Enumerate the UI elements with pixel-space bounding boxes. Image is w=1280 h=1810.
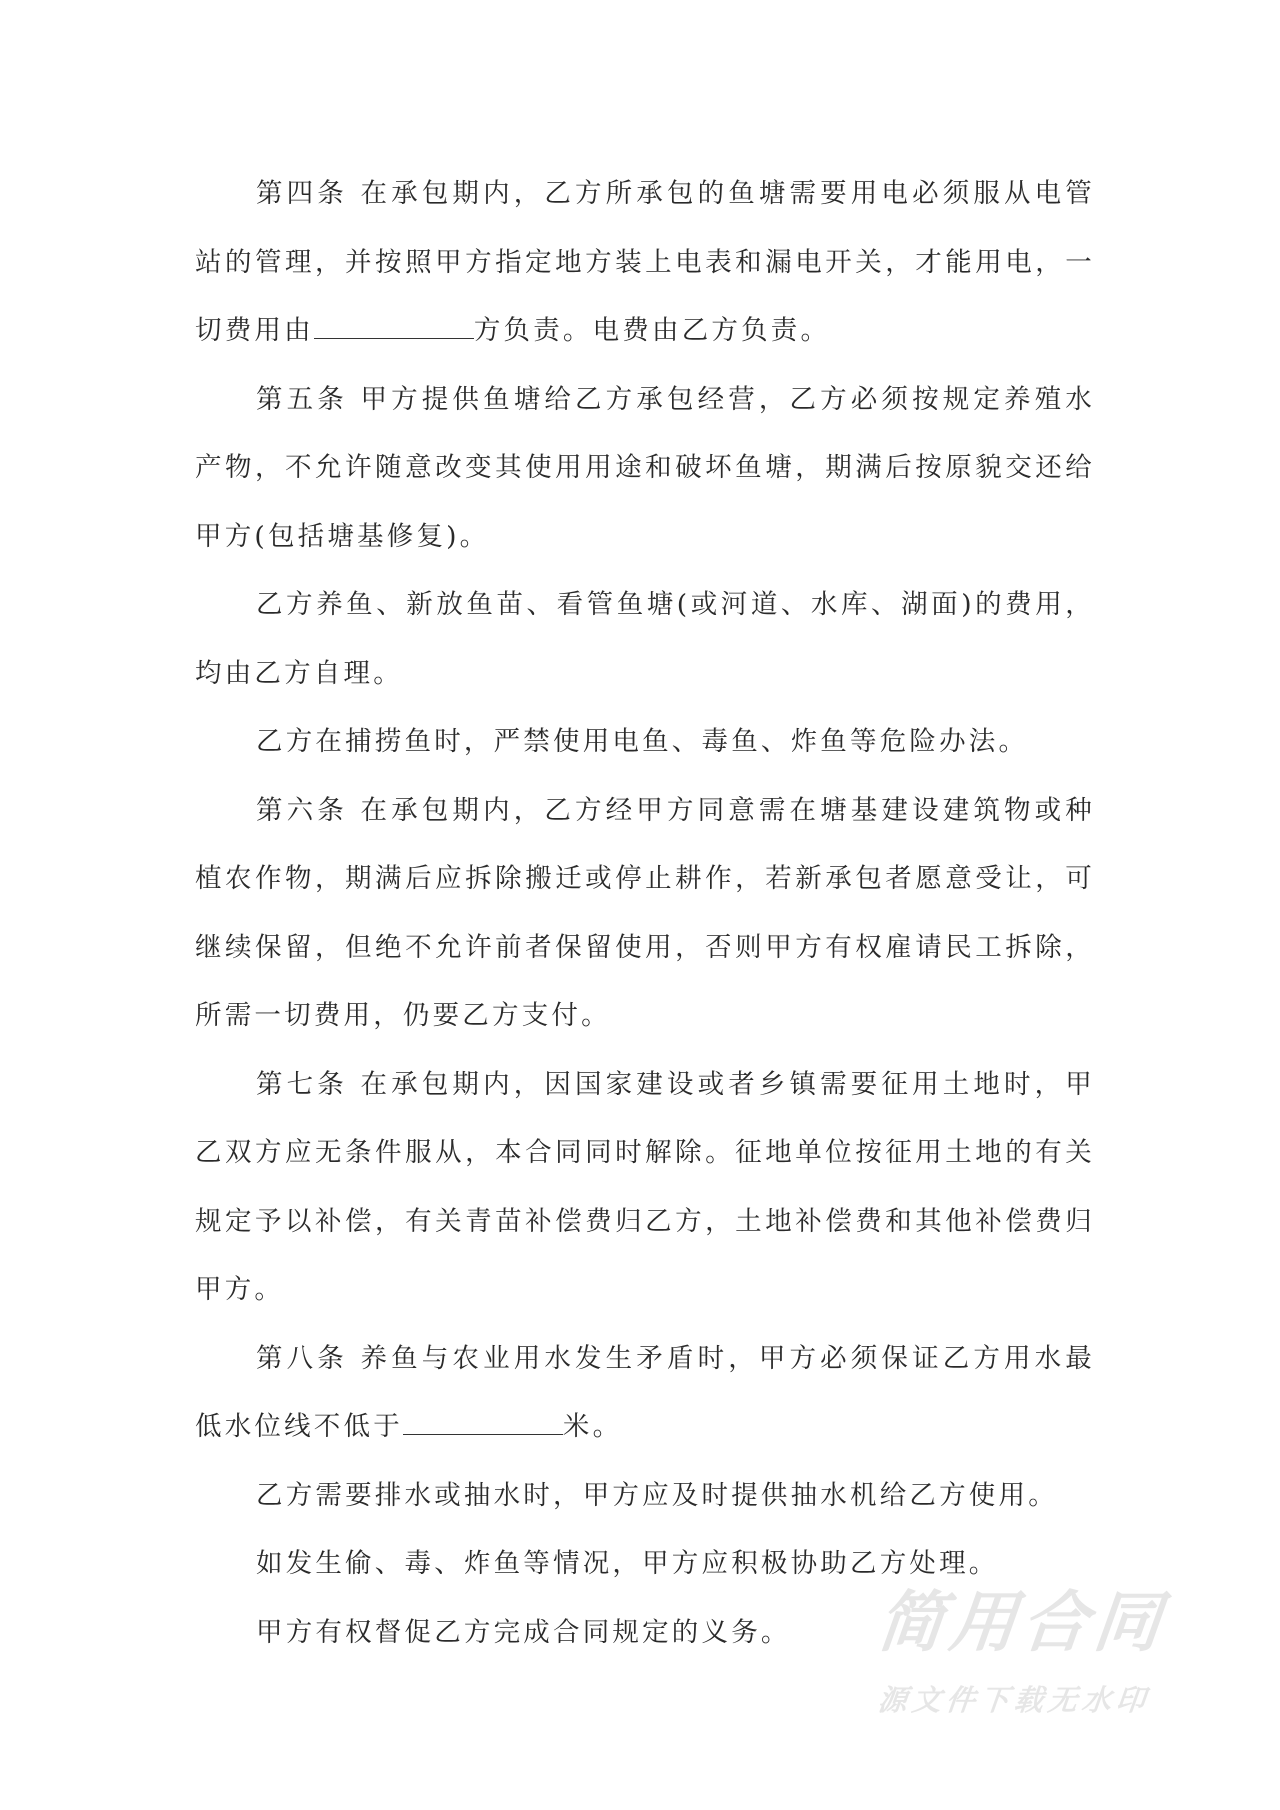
paragraph-text: 第八条 养鱼与农业用水发生矛盾时，甲方必须保证乙方用水最低水位线不低于 [195, 1342, 1095, 1442]
paragraph-text: 方负责。电费由乙方负责。 [473, 315, 831, 346]
paragraph-article-8 [195, 1325, 1095, 1462]
fill-in-blank-water-level[interactable] [403, 1412, 563, 1435]
paragraph-text: 米。 [562, 1411, 623, 1442]
watermark-subtitle: 源文件下载无水印 [876, 1683, 1152, 1717]
paragraph-article-6: 第六条 在承包期内，乙方经甲方同意需在塘基建设建筑物或种植农作物，期满后应拆除搬迁或停止耕作，若新承包者愿意受让，可继续保留，但绝不允许前者保留使用，否则甲方有权雇请民工拆除，所需一切费用，仍要乙方支付。 [195, 794, 1095, 1031]
paragraph-article-4 [195, 160, 1095, 366]
paragraph-article-8-supervise: 甲方有权督促乙方完成合同规定的义务。 [256, 1616, 791, 1648]
paragraph-article-5: 第五条 甲方提供鱼塘给乙方承包经营，乙方必须按规定养殖水产物，不允许随意改变其使用用途和破坏鱼塘，期满后按原貌交还给甲方(包括塘基修复)。 [195, 383, 1095, 552]
document-page [195, 160, 1095, 1667]
paragraph-article-5-fees: 乙方养鱼、新放鱼苗、看管鱼塘(或河道、水库、湖面)的费用，均由乙方自理。 [195, 589, 1095, 689]
paragraph-article-8-pump: 乙方需要排水或抽水时，甲方应及时提供抽水机给乙方使用。 [256, 1479, 1058, 1511]
paragraph-article-5-fishing: 乙方在捕捞鱼时，严禁使用电鱼、毒鱼、炸鱼等危险办法。 [256, 726, 1029, 757]
paragraph-article-7: 第七条 在承包期内，因国家建设或者乡镇需要征用土地时，甲乙双方应无条件服从，本合同同时解除。征地单位按征用土地的有关规定予以补偿，有关青苗补偿费归乙方，土地补偿费和其他补偿费归甲方。 [195, 1068, 1095, 1305]
fill-in-blank-party[interactable] [314, 316, 474, 339]
watermark [874, 1584, 1208, 1720]
paragraph-article-8-theft: 如发生偷、毒、炸鱼等情况，甲方应积极协助乙方处理。 [256, 1548, 999, 1579]
watermark-title: 简用合同 [874, 1584, 1171, 1661]
paragraph-text: 第四条 在承包期内，乙方所承包的鱼塘需要用电必须服从电管站的管理，并按照甲方指定地方装上电表和漏电开关，才能用电，一切费用由 [195, 178, 1095, 346]
